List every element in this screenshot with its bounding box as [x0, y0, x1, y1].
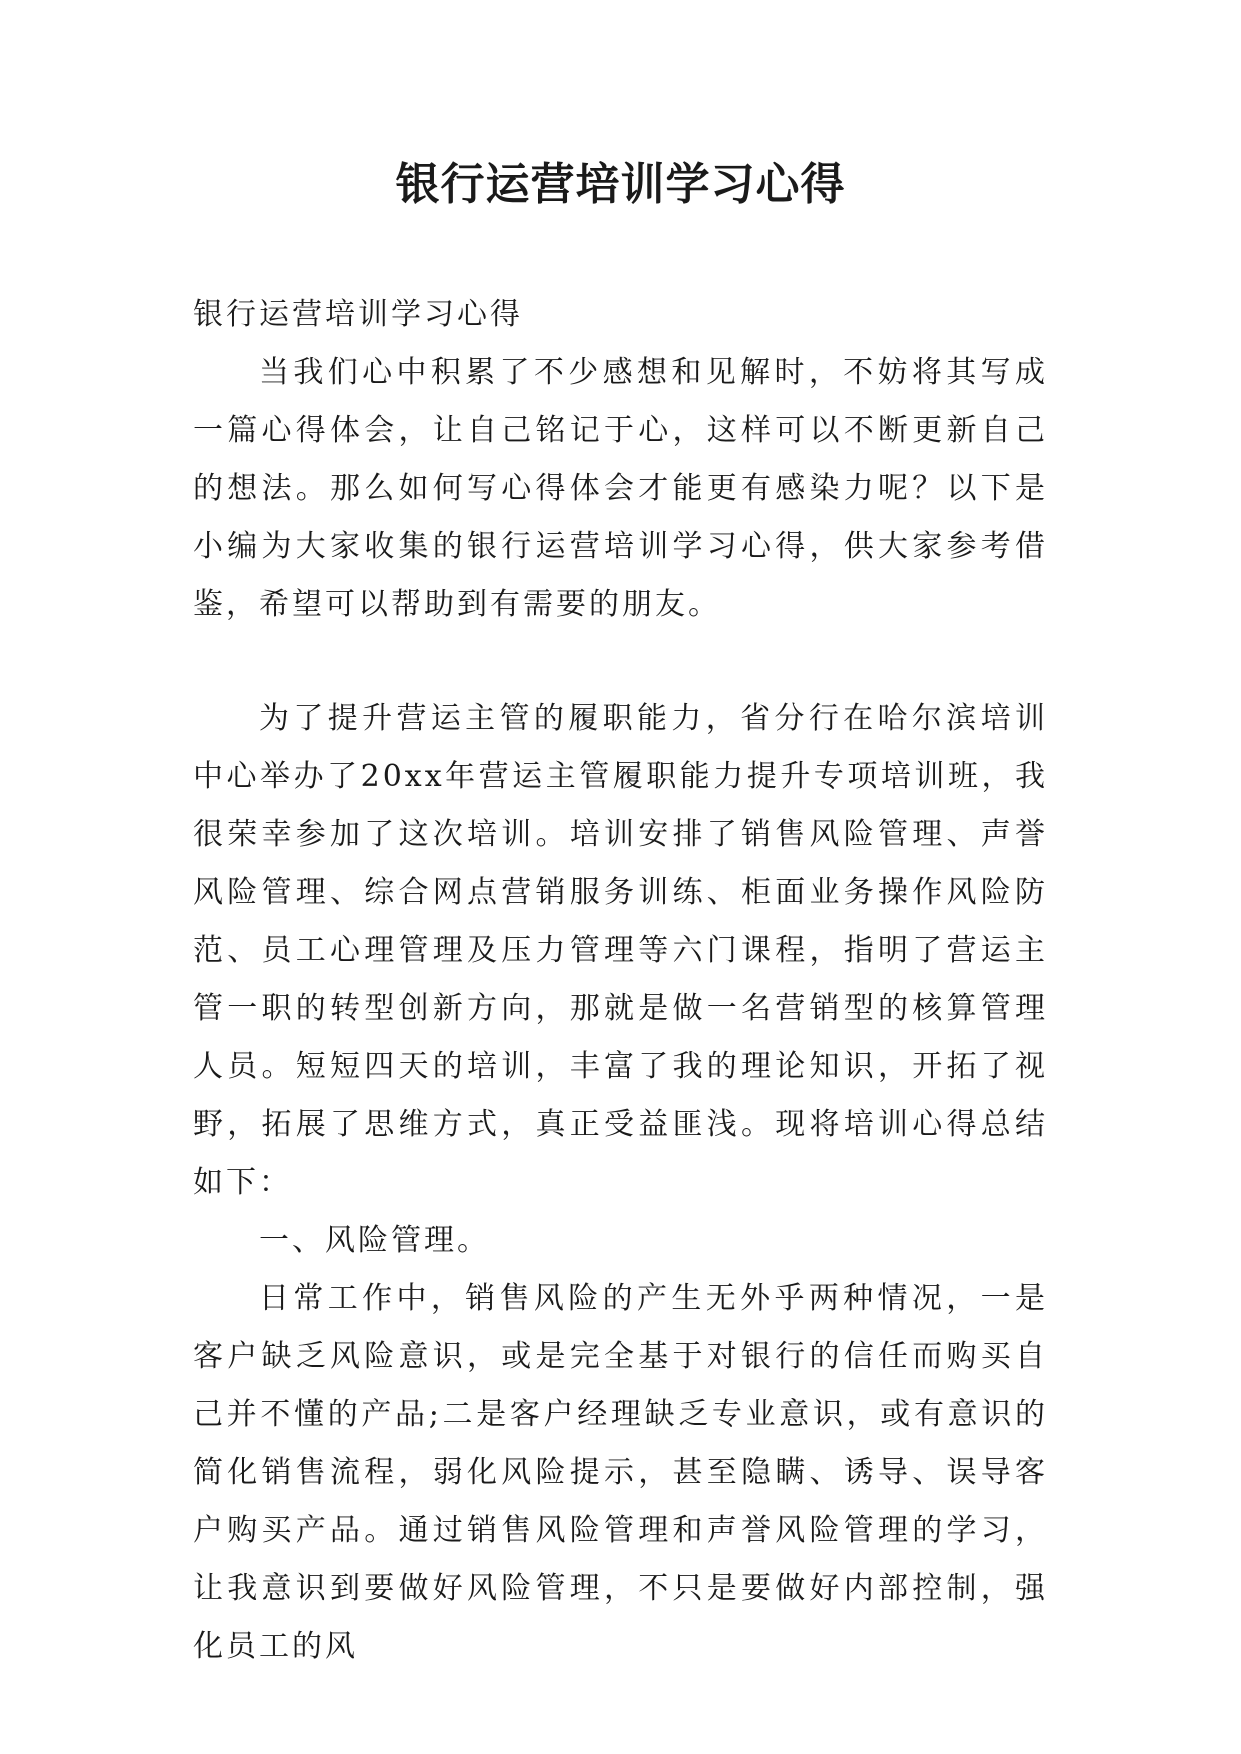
- document-title: 银行运营培训学习心得: [395, 159, 846, 210]
- body-paragraph: 日常工作中，销售风险的产生无外乎两种情况，一是客户缺乏风险意识，或是完全基于对银行的信任而购买自己并不懂的产品;二是客户经理缺乏专业意识，或有意识的简化销售流程，弱化风险提示，甚至隐瞒、诱导、误导客户购买产品。通过销售风险管理和声誉风险管理的学习，让我意识到要做好风险管理，不只是要做好内部控制，强化员工的风: [193, 1281, 1048, 1664]
- document-body: [193, 286, 1048, 1676]
- body-paragraph: 为了提升营运主管的履职能力，省分行在哈尔滨培训中心举办了20xx年营运主管履职能力提升专项培训班，我很荣幸参加了这次培训。培训安排了销售风险管理、声誉风险管理、综合网点营销服务训练、柜面业务操作风险防范、员工心理管理及压力管理等六门课程，指明了营运主管一职的转型创新方向，那就是做一名营销型的核算管理人员。短短四天的培训，丰富了我的理论知识，开拓了视野，拓展了思维方式，真正受益匪浅。现将培训心得总结如下：: [193, 701, 1048, 1200]
- document-subtitle: 银行运营培训学习心得: [193, 297, 523, 332]
- section-heading: 一、风险管理。: [259, 1223, 490, 1258]
- paragraph-spacer: [193, 634, 1048, 690]
- intro-paragraph: 当我们心中积累了不少感想和见解时，不妨将其写成一篇心得体会，让自己铭记于心，这样可以不断更新自己的想法。那么如何写心得体会才能更有感染力呢？以下是小编为大家收集的银行运营培训学习心得，供大家参考借鉴，希望可以帮助到有需要的朋友。: [193, 355, 1048, 622]
